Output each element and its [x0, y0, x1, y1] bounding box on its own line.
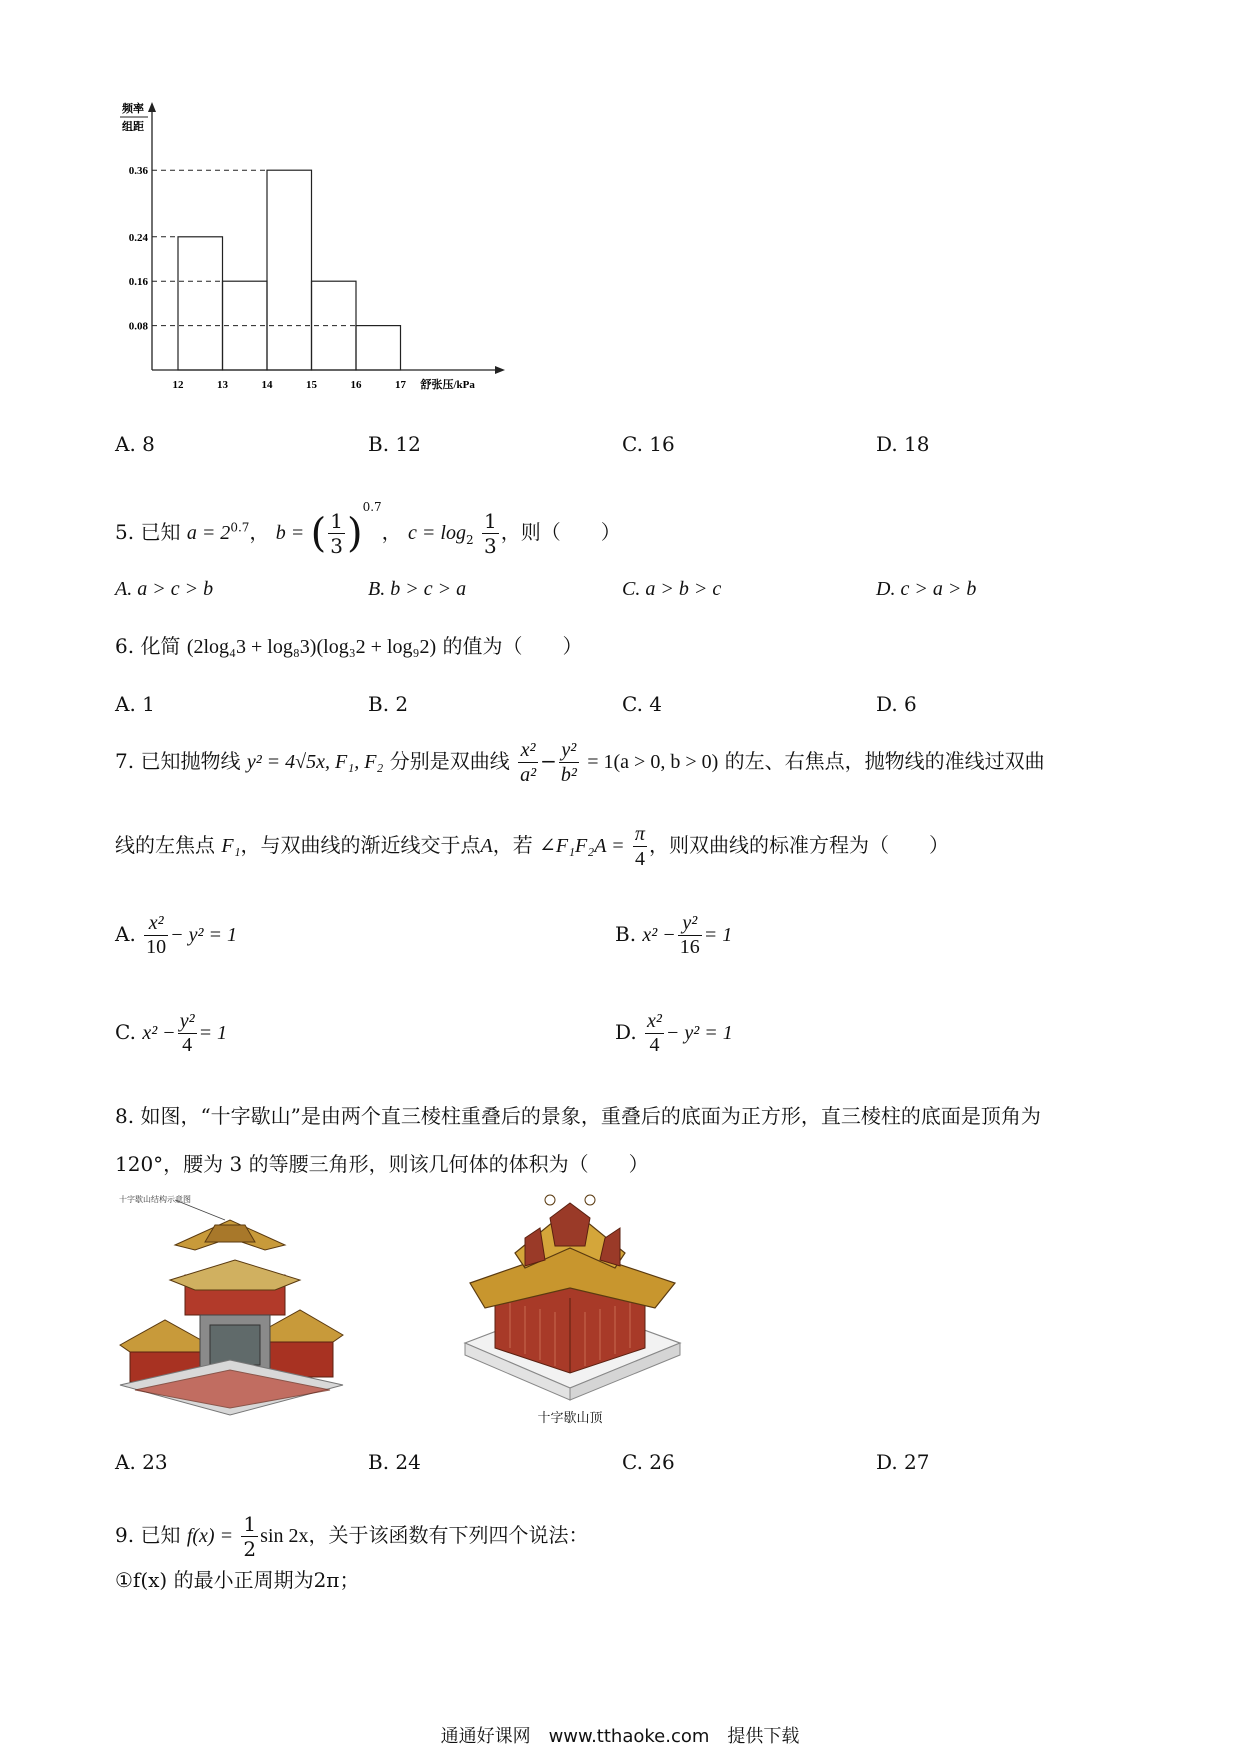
question-7-line-2	[115, 822, 949, 871]
q7-option-b-frac: $\frac{\text{y²}}{16}$	[679, 912, 700, 958]
q7-option-b-tail: = 1	[703, 924, 733, 946]
q7-text-5: ，与双曲线的渐近线交于点	[240, 833, 481, 857]
q8-option-a: A. 23	[115, 1450, 168, 1474]
y-axis-label-bottom: 组距	[122, 121, 144, 133]
y-tick-label: 0.24	[128, 231, 148, 244]
q7-option-c	[115, 1010, 227, 1057]
q6-option-a: A. 1	[115, 692, 155, 716]
q5-prefix: 5. 已知	[115, 520, 181, 544]
q7-option-a-label: A.	[115, 922, 136, 946]
question-9	[115, 1512, 589, 1561]
y-axis-arrow	[148, 102, 156, 112]
question-5: 5. 已知 $a = 2^{0.7}$， b = ( $\frac{1}{3}$ )$^{0.7}$， $c = \log_2$ $\frac{1}{3}$ ，则（ ）	[115, 500, 621, 558]
q6-prefix: 6. 化简	[115, 634, 181, 658]
y-tick-label: 0.36	[128, 165, 148, 178]
x-axis-arrow	[495, 366, 505, 374]
q8-option-c: C. 26	[622, 1450, 675, 1474]
x-tick-label: 14	[261, 379, 273, 391]
histogram-svg	[100, 100, 540, 410]
histogram-chart	[100, 100, 540, 410]
q7-angle: ∠F₁F₂A =	[539, 835, 625, 857]
q7-option-c-label: C.	[115, 1020, 136, 1044]
q5-b-frac: $\frac{1}{3}$	[330, 509, 343, 558]
x-tick-label: 13	[217, 379, 228, 391]
q8-fig-right-caption: 十字歇山顶	[537, 1411, 603, 1426]
histogram-bar	[356, 326, 401, 370]
q7-point-a: A	[480, 835, 493, 857]
q7-text-7: ，则双曲线的标准方程为（ ）	[648, 833, 949, 857]
q5-option-b: B. b > c > a	[368, 578, 467, 600]
q5-a-expr: a = 2	[186, 522, 231, 544]
q6-option-b: B. 2	[368, 692, 409, 716]
question-8-line-1: 8. 如图，“十字歇山”是由两个直三棱柱重叠后的景象，重叠后的底面为正方形，直三棱柱的底面是顶角为	[115, 1104, 1041, 1128]
q5-c-frac: $\frac{1}{3}$	[483, 509, 497, 558]
q7-f1: F₁	[221, 835, 241, 857]
q7-option-a-tail: − y² = 1	[170, 924, 238, 946]
q4-option-d: D. 18	[876, 432, 930, 456]
q8-option-d: D. 27	[876, 1450, 930, 1474]
q7-option-b-label: B.	[615, 922, 637, 946]
q7-hyperbola-tail: = 1(a > 0, b > 0)	[587, 751, 719, 773]
q7-option-d	[615, 1010, 733, 1057]
histogram-bar	[267, 170, 312, 370]
q5-c-prefix: c = log	[408, 522, 466, 544]
q6-expression: (2log₄3 + log₈3)(log₃2 + log₉2)	[186, 636, 437, 658]
q4-option-c: C. 16	[622, 432, 675, 456]
q7-option-a-frac: $\frac{\text{x²}}{10}$	[146, 912, 167, 958]
q6-option-d: D. 6	[876, 692, 917, 716]
q7-option-d-frac: $\frac{\text{x²}}{4}$	[647, 1010, 662, 1056]
x-tick-label: 12	[172, 379, 184, 391]
q9-prefix: 9. 已知	[115, 1523, 181, 1547]
x-tick-label: 15	[306, 379, 317, 391]
q7-text-3: 的左、右焦点，抛物线的准线过双曲	[724, 749, 1045, 773]
y-axis-label-top: 频率	[122, 103, 144, 115]
q7-text-6: ，若	[492, 833, 533, 857]
page-footer: 通通好课网 www.tthaoke.com 提供下载	[440, 1726, 800, 1747]
question-8-line-2: 120°，腰为 3 的等腰三角形，则该几何体的体积为（ ）	[115, 1152, 649, 1176]
q7-option-d-label: D.	[615, 1020, 637, 1044]
x-tick-label: 16	[350, 379, 362, 391]
q7-option-a	[115, 912, 237, 959]
q4-option-b: B. 12	[368, 432, 421, 456]
q5-option-a: A. a > c > b	[115, 578, 214, 600]
q5-option-c: C. a > b > c	[622, 578, 722, 600]
q9-statement-1: ①f(x) 的最小正周期为2π；	[115, 1568, 360, 1592]
q7-option-d-tail: − y² = 1	[665, 1022, 733, 1044]
q8-fig-left-caption: 十字歇山结构示意图	[119, 1195, 191, 1204]
q7-option-b	[615, 912, 732, 959]
q7-text-1: 7. 已知抛物线	[115, 749, 241, 773]
q9-frac-half: $\frac{1}{2}$	[243, 1512, 257, 1561]
q9-suffix: ，关于该函数有下列四个说法：	[308, 1523, 589, 1547]
q9-func: f(x) =	[186, 1525, 234, 1547]
y-tick-label: 0.08	[128, 320, 148, 333]
y-tick-label: 0.16	[128, 276, 148, 289]
q7-text-4: 线的左焦点	[115, 833, 215, 857]
q7-option-c-frac: $\frac{\text{y²}}{4}$	[179, 1010, 195, 1056]
q5-option-d: D. c > a > b	[876, 578, 977, 600]
q5-a-exp: 0.7	[230, 520, 250, 535]
q7-parabola: y² = 4√5x, F₁, F₂	[246, 751, 384, 773]
q6-suffix: 的值为（ ）	[442, 634, 583, 658]
q8-figure-left	[115, 1190, 345, 1420]
q5-b-exp: 0.7	[362, 500, 382, 514]
q7-option-c-tail: = 1	[198, 1022, 228, 1044]
q7-frac-pi4: $\frac{\pi}{4}$	[634, 823, 645, 870]
x-tick-label: 17	[395, 379, 406, 391]
question-7-line-1: 7. 已知抛物线 y² = 4√5x, F₁, F₂ 分别是双曲线 $\frac{\text{x²}}{\text{a²}}$ − $\frac{\text{y²}}{\text{b²}}$ = 1(a > 0, b > 0) 的左、右焦点，抛物线的准线过双曲	[115, 739, 1045, 786]
q7-text-2: 分别是双曲线	[389, 749, 510, 773]
cross-gable-roof-illustration	[455, 1188, 685, 1428]
q7-frac-x2a2: $\frac{\text{x²}}{\text{a²}}$	[520, 739, 537, 786]
q7-option-b-head: x² −	[642, 924, 676, 946]
q5-c-sub: 2	[465, 533, 474, 547]
cross-roof-exploded-illustration	[115, 1190, 345, 1420]
q5-b-prefix: b =	[275, 522, 305, 544]
q6-option-c: C. 4	[622, 692, 663, 716]
q8-figure-right	[455, 1188, 685, 1428]
q4-option-a: A. 8	[115, 432, 155, 456]
histogram-bar	[178, 237, 223, 370]
x-axis-label: 舒张压/kPa	[420, 379, 475, 391]
question-6	[115, 634, 583, 659]
q8-option-b: B. 24	[368, 1450, 421, 1474]
q9-sin: sin 2x	[260, 1525, 309, 1547]
q7-frac-y2b2: $\frac{\text{y²}}{\text{b²}}$	[560, 739, 577, 786]
q7-option-c-head: x² −	[142, 1022, 176, 1044]
q5-suffix: ，则（ ）	[500, 520, 621, 544]
